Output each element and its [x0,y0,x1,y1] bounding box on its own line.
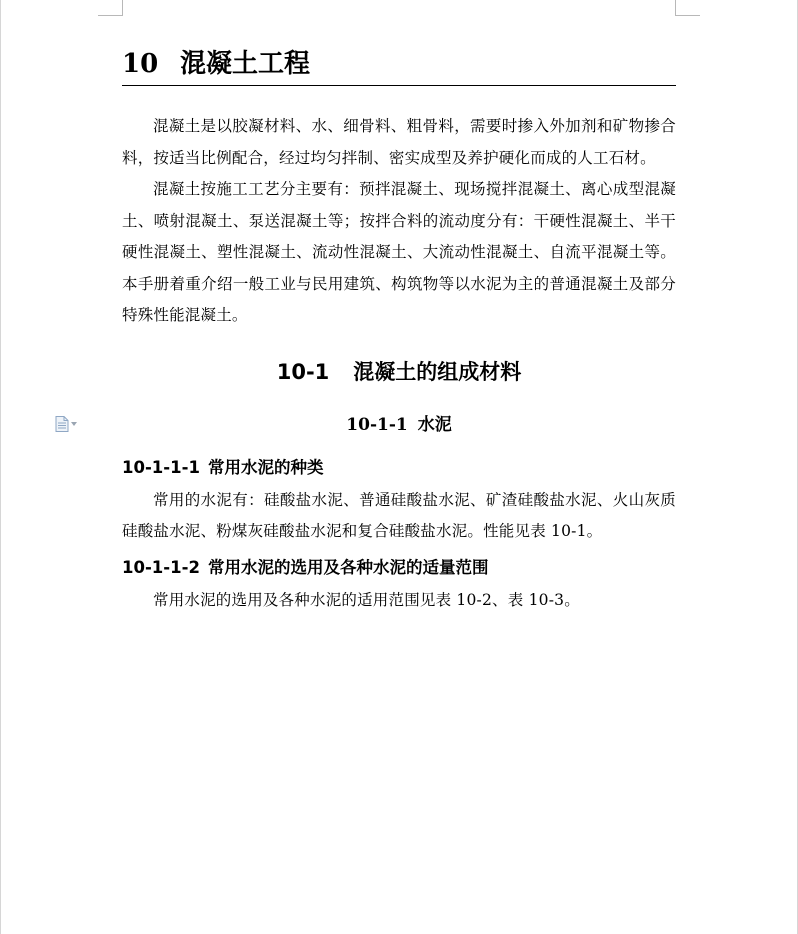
intro-paragraph: 混凝土是以胶凝材料、水、细骨料、粗骨料，需要时掺入外加剂和矿物掺合料，按适当比例配合，经过均匀拌制、密实成型及养护硬化而成的人工石材。 [122,117,676,167]
crop-mark-top-right [675,0,700,16]
item-heading [122,550,676,585]
item-paragraph: 常用水泥的选用及各种水泥的适用范围见表 10-2、表 10-3。 [153,590,580,609]
caret-down-icon [71,422,77,426]
subsection-title: 水泥 [417,414,452,435]
section-title: 混凝土的组成材料 [353,359,522,384]
chapter-heading [122,44,676,86]
subsection-heading [122,412,676,438]
item-paragraph: 常用的水泥有：硅酸盐水泥、普通硅酸盐水泥、矿渣硅酸盐水泥、火山灰质硅酸盐水泥、粉煤灰硅酸盐水泥和复合硅酸盐水泥。性能见表 10-1。 [122,490,676,540]
chapter-number: 10 [122,49,159,79]
document-icon [55,416,69,432]
intro-paragraph: 混凝土按施工工艺分主要有：预拌混凝土、现场搅拌混凝土、离心成型混凝土、喷射混凝土、泵送混凝土等；按拌合料的流动度分有：干硬性混凝土、半干硬性混凝土、塑性混凝土、流动性混凝土、大流动性混凝土、自流平混凝土等。本手册着重介绍一般工业与民用建筑、构筑物等以水泥为主的普通混凝土及部分特殊性能混凝土。 [122,180,676,324]
item-heading [122,450,676,485]
item-title: 常用水泥的种类 [207,457,324,477]
document-body [122,44,676,616]
section-number: 10-1 [276,359,330,384]
page-edge-left [0,0,1,934]
crop-mark-top-left [98,0,123,16]
chapter-title: 混凝土工程 [180,49,311,79]
section-heading [122,357,676,387]
item-title: 常用水泥的选用及各种水泥的适量范围 [207,557,489,577]
item-number: 10-1-1-2 [122,557,200,577]
paragraph-options-button[interactable] [55,416,79,432]
item-number: 10-1-1-1 [122,457,200,477]
subsection-number: 10-1-1 [346,414,408,435]
